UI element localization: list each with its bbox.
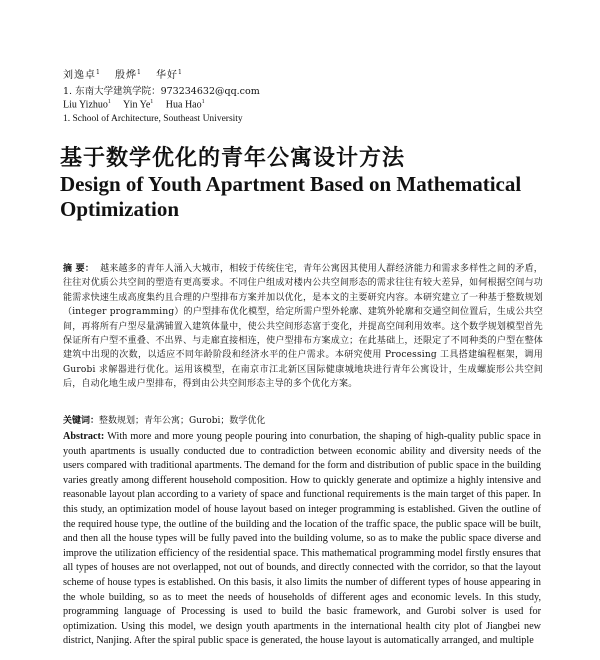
affiliation-english: 1. School of Architecture, Southeast University [63, 114, 243, 124]
affiliation-marker: 1 [178, 68, 183, 76]
authors-chinese [63, 66, 193, 81]
author-cn-3: 华好 [156, 70, 179, 81]
keywords-chinese [63, 414, 543, 428]
author-cn-2: 殷烨 [115, 70, 138, 81]
title-english: Design of Youth Apartment Based on Mathematical Optimization [60, 172, 522, 221]
author-en-1: Liu Yizhuo [63, 99, 108, 111]
author-en-2: Yin Ye [123, 99, 151, 111]
keywords-cn-label: 关键词： [63, 416, 100, 426]
affiliation-marker: 1 [96, 68, 101, 76]
title-chinese: 基于数学优化的青年公寓设计方法 [60, 146, 406, 171]
affiliation-marker: 1 [107, 99, 111, 105]
abstract-cn-text: 越来越多的青年人涌入大城市，相较于传统住宅，青年公寓因其使用人群经济能力和需求多样性之间的矛盾，往往对优质公共空间的塑造有更高要求。不同住户组成对楼内公共空间形态的需求往往有较大差异，如何根据空间与功能需求快速生成高度集约且合理的户型排布方案并加以优化，是本文的主要研究内容。本研究建立了一种基于整数规划（integer programming）的户型排布优化模型，给定所需户型外轮廓、建筑外轮廓和交通空间位置后，生成公共空间，再将所有户型尽量满铺置入建筑体量中，使公共空间形态富于变化，并提高空间利用效率。这个数学规划模型首先保证所有户型不重叠、不出界、与走廊直接相连，使户型排布方案成立；在此基础上，还限定了不同种类的户型在整体建筑中出现的次数，以适应不同年龄阶段和经济水平的住户需求。本研究使用 Processing 工具搭建编程框架，调用 Gurobi 求解器进行优化。运用该模型，在南京市江北新区国际健康城地块进行青年公寓设计，生成螺旋形公共空间后，自动化地生成户型排布，得到由公共空间形态主导的多个优化方案。 [63, 264, 544, 390]
abstract-english [63, 430, 541, 649]
author-cn-1: 刘逸卓 [63, 70, 96, 81]
abstract-en-label: Abstract: [63, 431, 105, 442]
affiliation-marker: 1 [201, 99, 205, 105]
affiliation-marker: 1 [150, 99, 154, 105]
affiliation-chinese: 1. 东南大学建筑学院：973234632@qq.com [63, 86, 260, 97]
author-en-3: Hua Hao [165, 99, 202, 111]
authors-english [63, 99, 215, 110]
keywords-cn-text: 整数规划；青年公寓；Gurobi；数学优化 [99, 416, 266, 426]
abstract-cn-label: 摘 要： [63, 264, 95, 274]
affiliation-marker: 1 [137, 68, 142, 76]
abstract-en-text: With more and more young people pouring into conurbation, the shaping of high-quality public space in youth apartments is usually conducted due to contradiction between economic ability and diversity needs of the users compared with traditional apartments. The demand for the form and distribution of public space in the building varies greatly among different household composition. How to quickly generate and optimize a highly intensive and reasonable layout plan according to a variety of space and functional requirements is the main target of this paper. In this study, an optimization model of house layout based on integer programming is established. Given the outline of the required house type, the outline of the building and the location of the traffic space, the public space will be built, and then all the house types will be fully paved into the building volume, so as to make the public space diverse and improve the utilization efficiency of the residential space. This mathematical programming model firstly ensures that all types of houses are not overlapped, not out of bounds, and directly connected with the corridor, so that the layout scheme of house types is established. On this basis, it also limits the number of different types of house appearing in the whole building, so as to meet the needs of households of different ages and economic levels. In this study, programming language of Processing is used to build the basic framework, and Gurobi solver is used for optimization. Using this model, we design youth apartments in the international health city plot of Jiangbei new district, Nanjing. After the spiral public space is generated, the house layout is automatically arranged, and multiple [63, 431, 541, 647]
abstract-chinese [63, 262, 543, 392]
